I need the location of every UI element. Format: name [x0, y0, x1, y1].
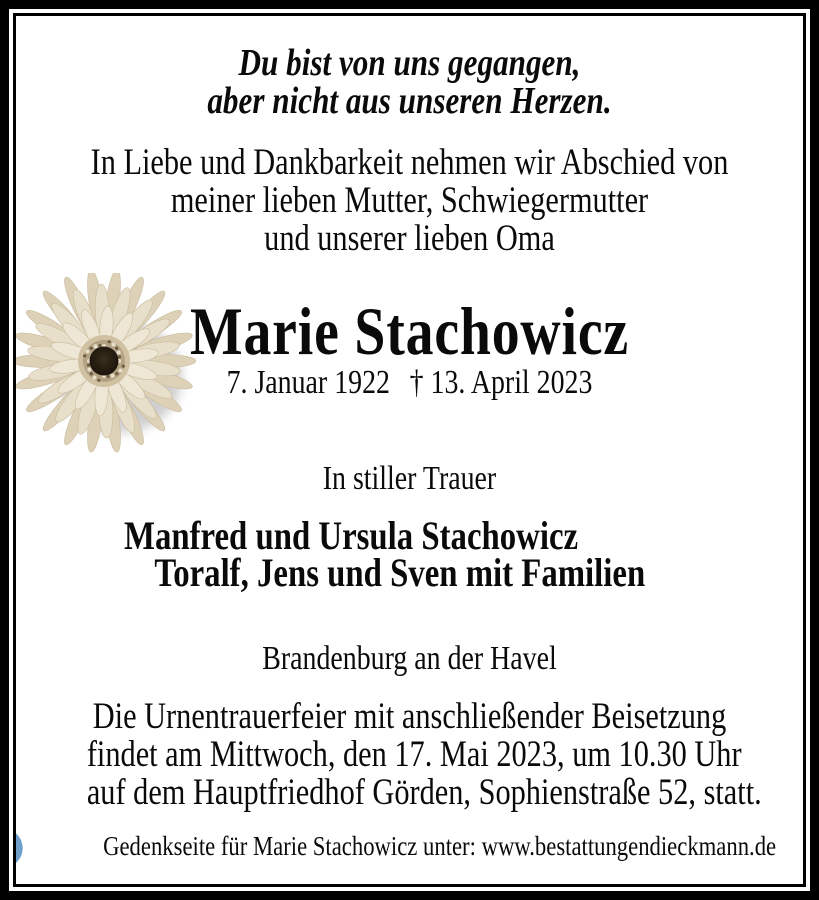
ceremony-details: [86, 696, 762, 813]
intro-text: [87, 144, 732, 258]
memorial-quote: [87, 44, 732, 120]
death-date: † 13. April 2023: [409, 364, 593, 401]
ceremony-line: findet am Mittwoch, den 17. Mai 2023, um 10.30 Uhr: [86, 734, 742, 775]
deceased-name: Marie Stachowicz: [190, 293, 629, 369]
mourners-list: [124, 513, 646, 595]
memorial-footer: [16, 822, 803, 870]
memorial-site-logo-icon: [16, 822, 27, 870]
mourning-heading: In stiller Trauer: [322, 460, 497, 497]
quote-line: aber nicht aus unseren Herzen.: [207, 80, 612, 122]
mourner-line: Toralf, Jens und Sven mit Familien: [154, 550, 646, 595]
notice-content: [16, 16, 803, 884]
ceremony-line: Die Urnentrauerfeier mit anschließender Beisetzung: [92, 696, 727, 737]
intro-line: In Liebe und Dankbarkeit nehmen wir Abschied von: [90, 142, 729, 183]
life-dates: [87, 364, 732, 402]
inner-border: [13, 13, 806, 887]
ceremony-line: auf dem Hauptfriedhof Görden, Sophienstraße 52, statt.: [86, 772, 762, 813]
memorial-site-text: Gedenkseite für Marie Stachowicz unter: www.bestattungendieckmann.de: [102, 830, 777, 861]
intro-line: und unserer lieben Oma: [264, 218, 555, 259]
location-text: Brandenburg an der Havel: [262, 640, 557, 677]
mourner-line: Manfred und Ursula Stachowicz: [124, 513, 579, 558]
quote-line: Du bist von uns gegangen,: [238, 42, 581, 84]
intro-line: meiner lieben Mutter, Schwiegermutter: [170, 180, 649, 221]
birth-date: 7. Januar 1922: [226, 364, 390, 401]
